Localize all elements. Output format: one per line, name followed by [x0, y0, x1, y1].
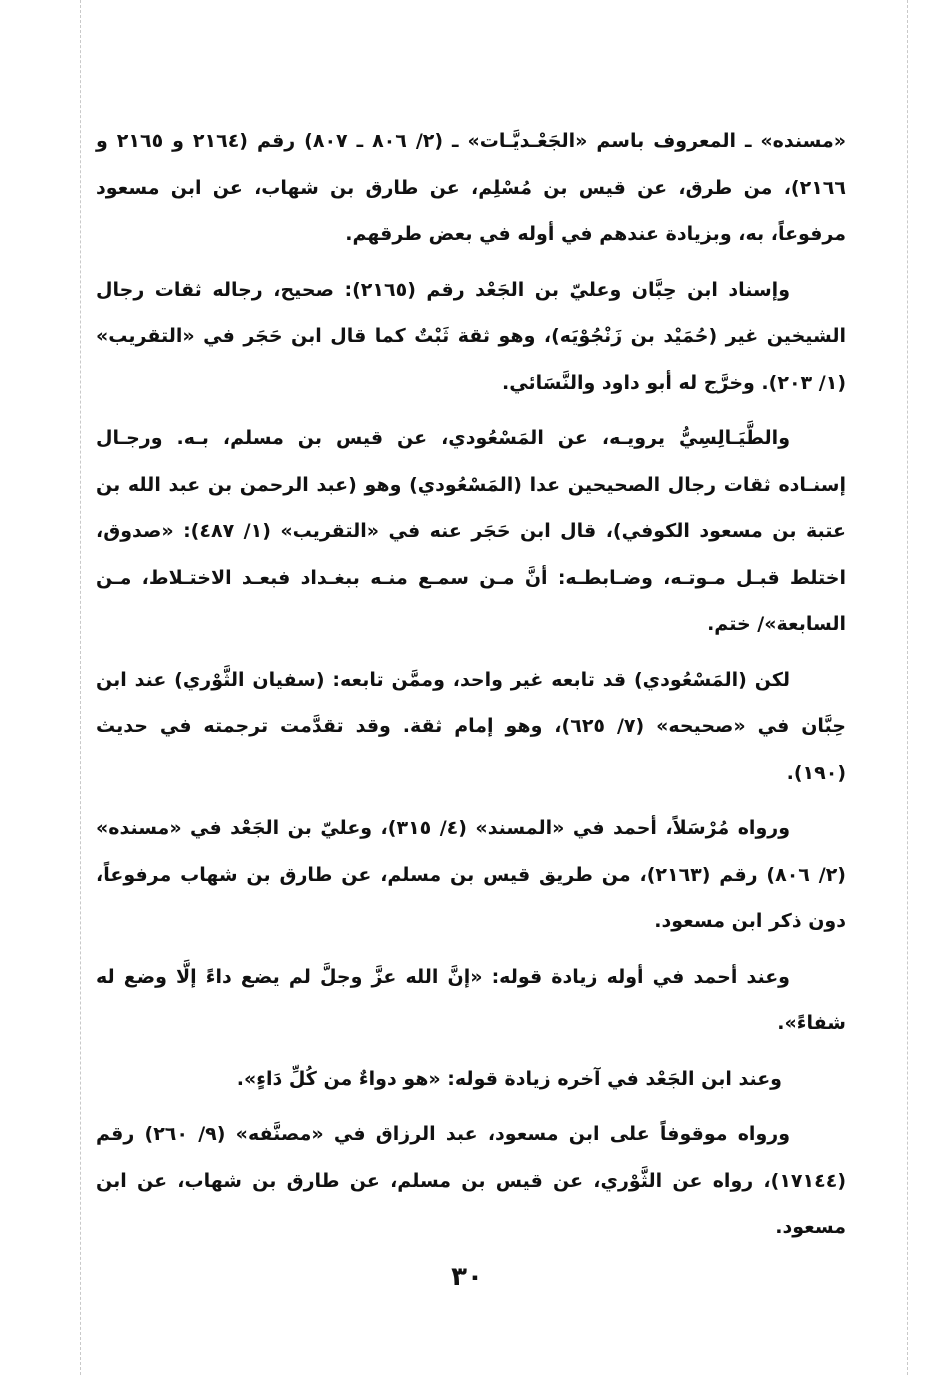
right-margin-guide [907, 0, 908, 1375]
page-number: ٣٠ [451, 1262, 483, 1292]
paragraph-tayalisi: والطَّيَـالِسِيُّ يرويـه، عن المَسْعُودي، عن قيس بن مسلم، بـه. ورجـال إسنـاده ثقات رجال الصحيحين عدا (المَسْعُودي) وهو (عبد الرحمن بن عبد الله بن عتبة بن مسعود الكوفي)، قال ابن حَجَر عنه في «التقريب» (١/ ٤٨٧): «صدوق، اختلط قبـل مـوتـه، وضـابطـه: أنَّ مـن سمـع منـه ببغـداد فبعـد الاختـلاط، مـن السابعة»/ ختم. [96, 427, 846, 635]
paragraph-isnad-ibn-hibban: وإسناد ابن حِبَّان وعليّ بن الجَعْد رقم (٢١٦٥): صحيح، رجاله ثقات رجال الشيخين غير (حُمَيْد بن زَنْجُوْيَه)، وهو ثقة ثَبْتٌ كما قال ابن حَجَر في «التقريب» (١/ ٢٠٣). وخرَّج له أبو داود والنَّسَائي. [96, 278, 846, 394]
left-margin-guide [80, 0, 81, 1375]
paragraph-mawquf-narration: ورواه موقوفاً على ابن مسعود، عبد الرزاق في «مصنَّفه» (٩/ ٢٦٠) رقم (١٧١٤٤)، رواه عن الثَّوْري، عن قيس بن مسلم، عن طارق بن شهاب، عن ابن مسعود. [96, 1123, 846, 1238]
body-text [96, 118, 846, 1260]
paragraph-musnad-jadiyyat: «مسنده» ـ المعروف باسم «الجَعْـديَّـات» ـ (٢/ ٨٠٦ ـ ٨٠٧) رقم (٢١٦٤ و ٢١٦٥ و ٢١٦٦)، من طرق، عن قيس بن مُسْلِم، عن طارق بن شهاب، عن ابن مسعود مرفوعاً، به، وبزيادة عندهم في أوله في بعض طرقهم. [96, 130, 846, 245]
paragraph-masudi-followers: لكن (المَسْعُودي) قد تابعه غير واحد، وممَّن تابعه: (سفيان الثَّوْري) عند ابن حِبَّان في «صحيحه» (٧/ ٦٢٥)، وهو إمام ثقة. وقد تقدَّمت ترجمته في حديث (١٩٠). [96, 668, 846, 784]
paragraph-ibn-jad-addition: وعند ابن الجَعْد في آخره زيادة قوله: «هو دواءٌ من كُلِّ دَاءٍ». [236, 1067, 782, 1090]
paragraph-ahmad-addition: وعند أحمد في أوله زيادة قوله: «إنَّ الله عزَّ وجلَّ لم يضع داءً إلَّا وضع له شفاءً». [96, 965, 846, 1034]
paragraph-mursal-narration: ورواه مُرْسَلاً، أحمد في «المسند» (٤/ ٣١٥)، وعليّ بن الجَعْد في «مسنده» (٢/ ٨٠٦) رقم (٢١٦٣)، من طريق قيس بن مسلم، عن طارق بن شهاب مرفوعاً، دون ذكر ابن مسعود. [96, 817, 846, 932]
